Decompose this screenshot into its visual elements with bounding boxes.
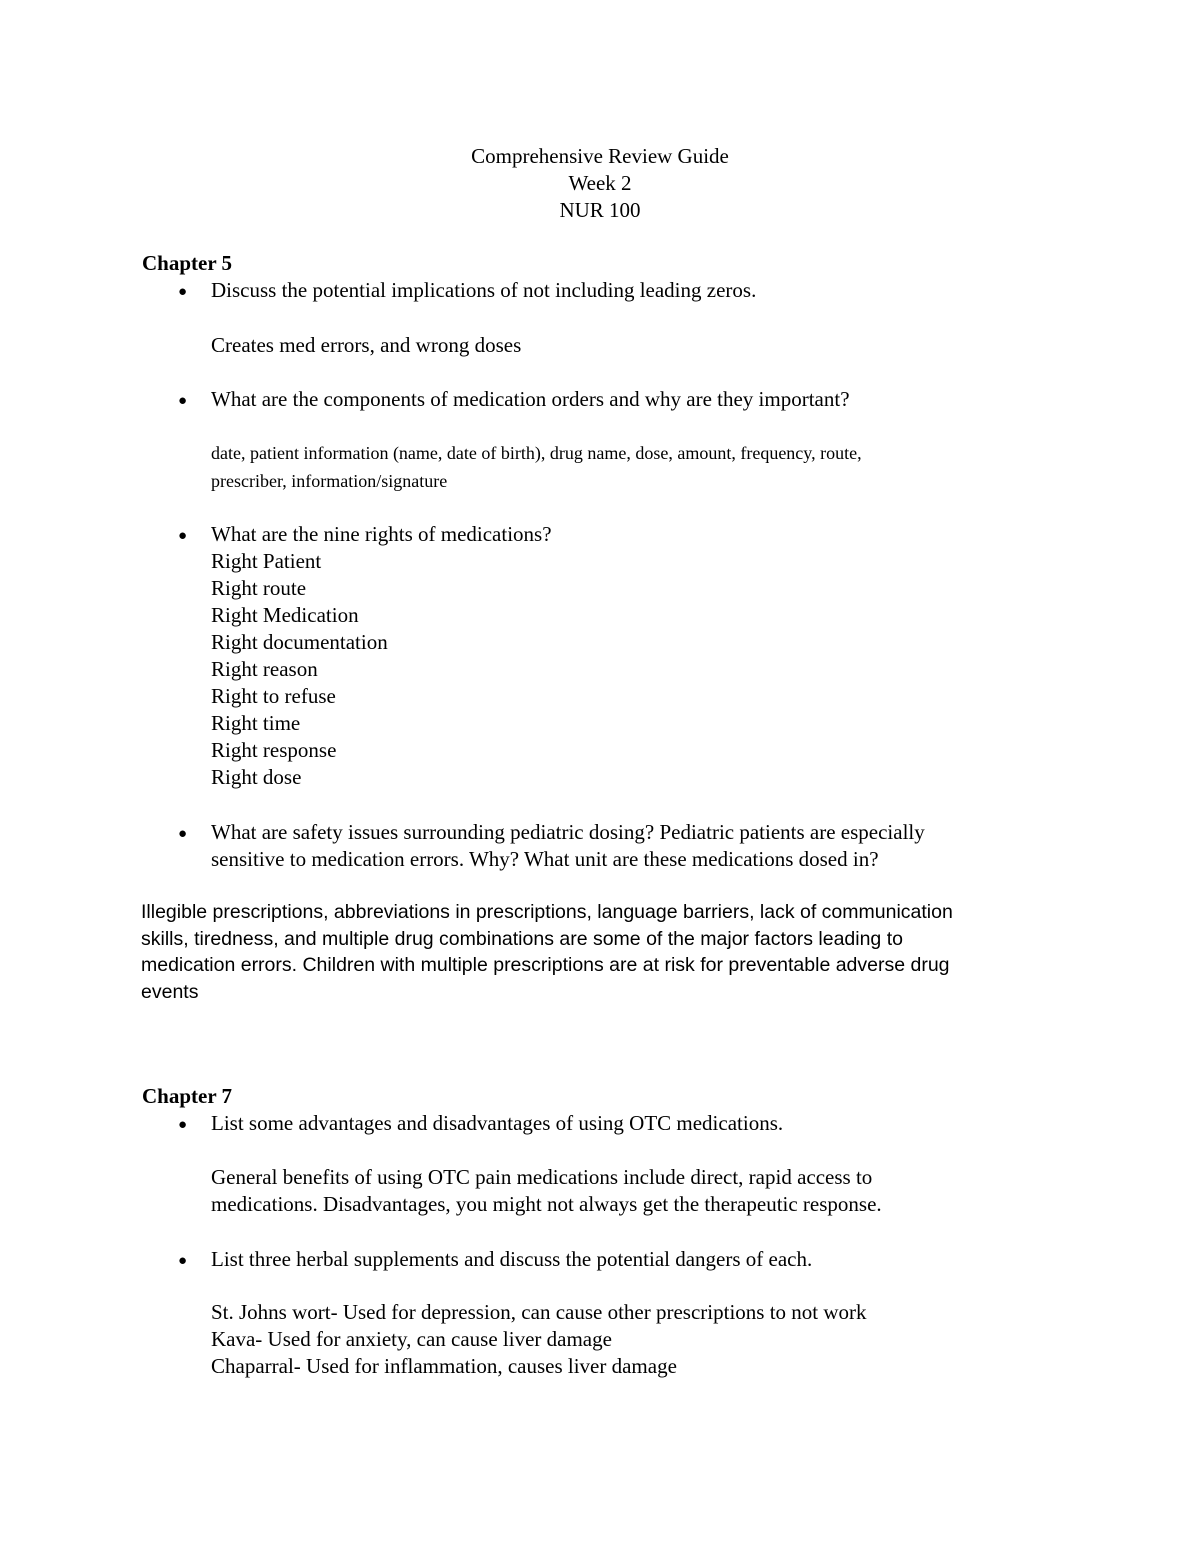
bullet-icon: ● bbox=[178, 393, 188, 409]
ch5-answer-order-components-line1: date, patient information (name, date of birth), drug name, dose, amount, frequency, route, bbox=[211, 443, 862, 463]
bullet-icon: ● bbox=[178, 1253, 188, 1269]
answer-line: Illegible prescriptions, abbreviations in prescriptions, language barriers, lack of communication bbox=[141, 901, 953, 923]
herb-item: Kava- Used for anxiety, can cause liver damage bbox=[211, 1327, 612, 1351]
chapter-5-heading: Chapter 5 bbox=[142, 251, 233, 275]
ch5-question-pediatric-line2: sensitive to medication errors. Why? What unit are these medications dosed in? bbox=[211, 847, 879, 871]
chapter-7-heading: Chapter 7 bbox=[142, 1084, 233, 1108]
right-item: Right dose bbox=[211, 765, 302, 789]
answer-line: medication errors. Children with multiple prescriptions are at risk for preventable adverse drug bbox=[141, 954, 950, 976]
right-item: Right response bbox=[211, 738, 337, 762]
document-title: Comprehensive Review Guide bbox=[471, 144, 729, 168]
right-item: Right to refuse bbox=[211, 684, 336, 708]
right-item: Right route bbox=[211, 576, 307, 600]
ch5-answer-leading-zeros: Creates med errors, and wrong doses bbox=[211, 333, 522, 357]
ch5-answer-order-components-line2: prescriber, information/signature bbox=[211, 471, 448, 491]
right-item: Right time bbox=[211, 711, 301, 735]
herb-item: St. Johns wort- Used for depression, can cause other prescriptions to not work bbox=[211, 1300, 867, 1324]
right-item: Right Medication bbox=[211, 603, 359, 627]
ch7-question-herbal: List three herbal supplements and discuss the potential dangers of each. bbox=[211, 1247, 813, 1271]
bullet-icon: ● bbox=[178, 284, 188, 300]
answer-line: skills, tiredness, and multiple drug combinations are some of the major factors leading to bbox=[141, 927, 903, 950]
herb-item: Chaparral- Used for inflammation, causes liver damage bbox=[211, 1354, 677, 1378]
ch7-question-otc: List some advantages and disadvantages of using OTC medications. bbox=[211, 1111, 784, 1135]
answer-line: events bbox=[141, 980, 199, 1003]
right-item: Right documentation bbox=[211, 630, 388, 654]
nine-rights-list bbox=[211, 548, 388, 791]
ch5-question-order-components: What are the components of medication orders and why are they important? bbox=[211, 387, 850, 411]
ch7-answer-otc-line2: medications. Disadvantages, you might not always get the therapeutic response. bbox=[211, 1192, 882, 1216]
document-course: NUR 100 bbox=[559, 198, 641, 222]
ch5-question-leading-zeros: Discuss the potential implications of not including leading zeros. bbox=[211, 278, 757, 302]
right-item: Right reason bbox=[211, 657, 318, 681]
ch5-question-nine-rights: What are the nine rights of medications? bbox=[211, 522, 552, 546]
bullet-icon: ● bbox=[178, 826, 188, 842]
herbal-supplements-list bbox=[211, 1299, 867, 1380]
ch5-answer-pediatric bbox=[141, 899, 1051, 1005]
right-item: Right Patient bbox=[211, 549, 322, 573]
document-header bbox=[0, 143, 1200, 224]
bullet-icon: ● bbox=[178, 1117, 188, 1133]
ch7-answer-otc-line1: General benefits of using OTC pain medications include direct, rapid access to bbox=[211, 1165, 873, 1189]
ch5-question-pediatric-line1: What are safety issues surrounding pediatric dosing? Pediatric patients are especially bbox=[211, 820, 925, 844]
document-week: Week 2 bbox=[568, 171, 632, 195]
bullet-icon: ● bbox=[178, 528, 188, 544]
